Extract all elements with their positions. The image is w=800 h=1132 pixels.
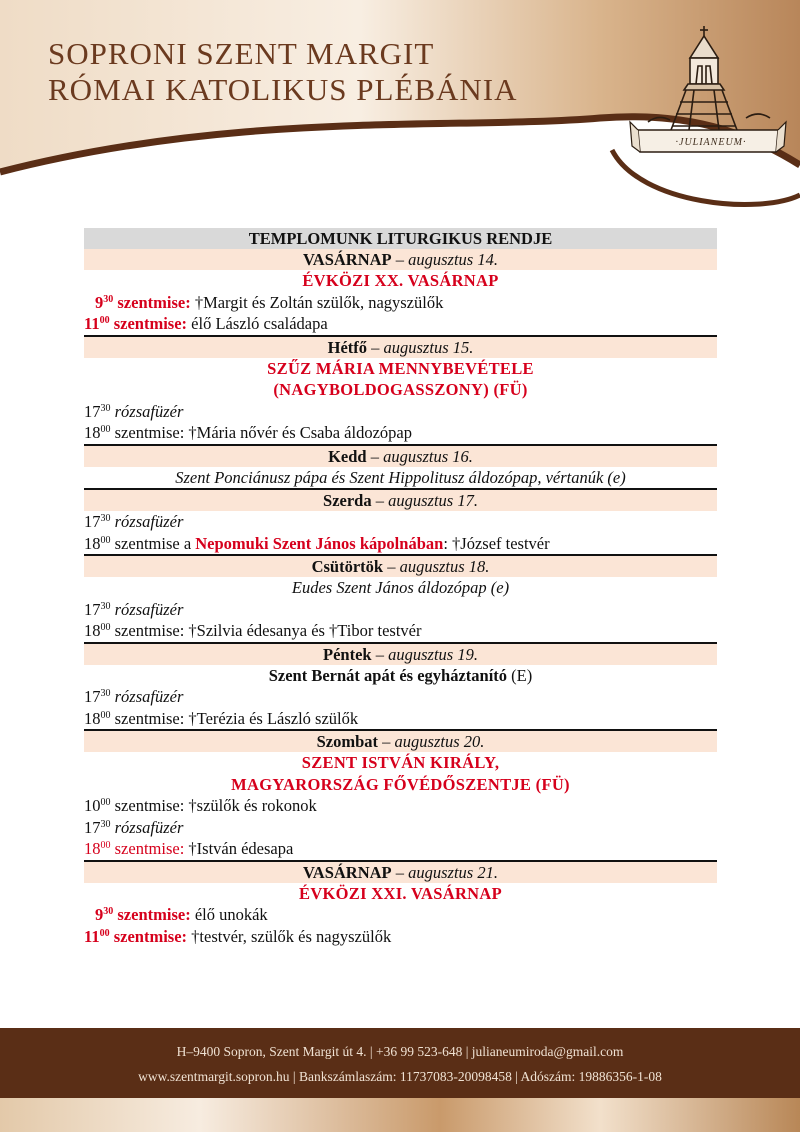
parish-title-line2: RÓMAI KATOLIKUS PLÉBÁNIA <box>48 72 518 107</box>
day-header-sunday-21 <box>84 860 717 883</box>
day-header-sunday-14 <box>84 249 717 270</box>
day-name: Kedd <box>328 446 367 466</box>
footer-bank-info: www.szentmargit.sopron.hu | Bankszámlaszám: 11737083-20098458 | Adószám: 19886356-1-08 <box>138 1069 662 1084</box>
feast-title: ÉVKÖZI XXI. VASÁRNAP <box>299 883 502 903</box>
rosary-entry: $17^{30}$ rózsafüzér <box>84 687 184 706</box>
day-name: Csütörtök <box>311 557 384 576</box>
day-name: Hétfő <box>327 337 368 357</box>
day-date: – augusztus 15. <box>367 337 474 357</box>
mass-time: $11^{00}$ szentmise: <box>84 314 188 333</box>
day-date: – augusztus 14. <box>391 250 498 269</box>
day-date: – augusztus 21. <box>391 862 498 882</box>
mass-entry: $18^{00}$ szentmise a Nepomuki Szent János kápolnában: †József testvér <box>84 533 550 553</box>
day-date: – augusztus 18. <box>383 557 490 576</box>
rosary-entry: $17^{30}$ rózsafüzér <box>84 512 184 531</box>
rosary-entry: $17^{30}$ rózsafüzér <box>84 817 184 837</box>
liturgical-schedule <box>84 228 717 947</box>
day-name: VASÁRNAP <box>303 862 392 882</box>
day-date: – augusztus 16. <box>366 446 473 466</box>
parish-title-line1: SOPRONI SZENT MARGIT <box>48 36 435 71</box>
saint-commemoration: Eudes Szent János áldozópap (e) <box>291 578 510 597</box>
feast-title: SZENT ISTVÁN KIRÁLY, <box>301 753 500 772</box>
mass-intention: †István édesapa <box>184 839 294 858</box>
day-name: Szerda <box>323 491 372 510</box>
chapel-name: Nepomuki Szent János kápolnában <box>195 533 444 553</box>
mass-entry: $10^{00}$ szentmise: †szülők és rokonok <box>84 796 317 815</box>
footer-stripe <box>0 1098 800 1132</box>
mass-entry: $18^{00}$ szentmise: †Mária nővér és Csaba áldozópap <box>84 423 412 442</box>
day-name: Péntek <box>323 644 372 664</box>
mass-entry <box>84 838 717 860</box>
rosary-entry: $17^{30}$ rózsafüzér <box>84 401 184 421</box>
feast-title: SZŰZ MÁRIA MENNYBEVÉTELE <box>267 358 534 378</box>
mass-time: $9^{30}$ szentmise: <box>95 905 191 924</box>
footer <box>0 1028 800 1098</box>
rosary-entry: $17^{30}$ rózsafüzér <box>84 599 184 619</box>
feast-title-cont: (NAGYBOLDOGASSZONY) (FÜ) <box>273 380 528 399</box>
day-date: – augusztus 19. <box>371 644 478 664</box>
schedule-title: TEMPLOMUNK LITURGIKUS RENDJE <box>84 228 717 249</box>
mass-intention: †testvér, szülők és nagyszülők <box>187 926 392 946</box>
mass-entry: $18^{00}$ szentmise: †Szilvia édesanya és †Tibor testvér <box>84 621 422 640</box>
mass-intention: élő unokák <box>190 905 268 924</box>
day-header-thursday-18 <box>84 554 717 577</box>
day-header-saturday-20 <box>84 729 717 752</box>
mass-time: $11^{00}$ szentmise: <box>84 926 188 946</box>
day-name: VASÁRNAP <box>303 250 392 269</box>
mass-entry <box>84 904 717 926</box>
day-header-friday-19 <box>84 642 717 665</box>
mass-intention: élő László családapa <box>187 314 328 333</box>
footer-contact: H–9400 Sopron, Szent Margit út 4. | +36 99 523-648 | julianeumiroda@gmail.com <box>176 1044 624 1059</box>
mass-time: $18^{00}$ szentmise: <box>84 839 185 858</box>
logo-label: ·JULIANEUM· <box>675 137 747 148</box>
day-header-monday-15 <box>84 335 717 358</box>
feast-title: ÉVKÖZI XX. VASÁRNAP <box>302 271 499 290</box>
saint-commemoration: Szent Bernát apát és egyháztanító (E) <box>268 665 533 685</box>
mass-entry <box>84 313 717 335</box>
saint-commemoration: Szent Ponciánusz pápa és Szent Hippolitusz áldozópap, vértanúk (e) <box>175 467 626 487</box>
feast-title-cont: MAGYARORSZÁG FŐVÉDŐSZENTJE (FÜ) <box>231 774 570 794</box>
mass-entry <box>84 292 717 314</box>
day-header-wednesday-17 <box>84 488 717 511</box>
day-name: Szombat <box>316 732 379 751</box>
day-date: – augusztus 17. <box>371 491 478 510</box>
mass-entry: $18^{00}$ szentmise: †Terézia és László szülők <box>84 708 359 728</box>
day-date: – augusztus 20. <box>378 732 485 751</box>
mass-intention: †Margit és Zoltán szülők, nagyszülők <box>190 292 444 312</box>
mass-time: $9^{30}$ szentmise: <box>95 292 191 312</box>
parish-title <box>48 36 518 108</box>
day-header-tuesday-16 <box>84 444 717 467</box>
mass-entry <box>84 926 717 948</box>
